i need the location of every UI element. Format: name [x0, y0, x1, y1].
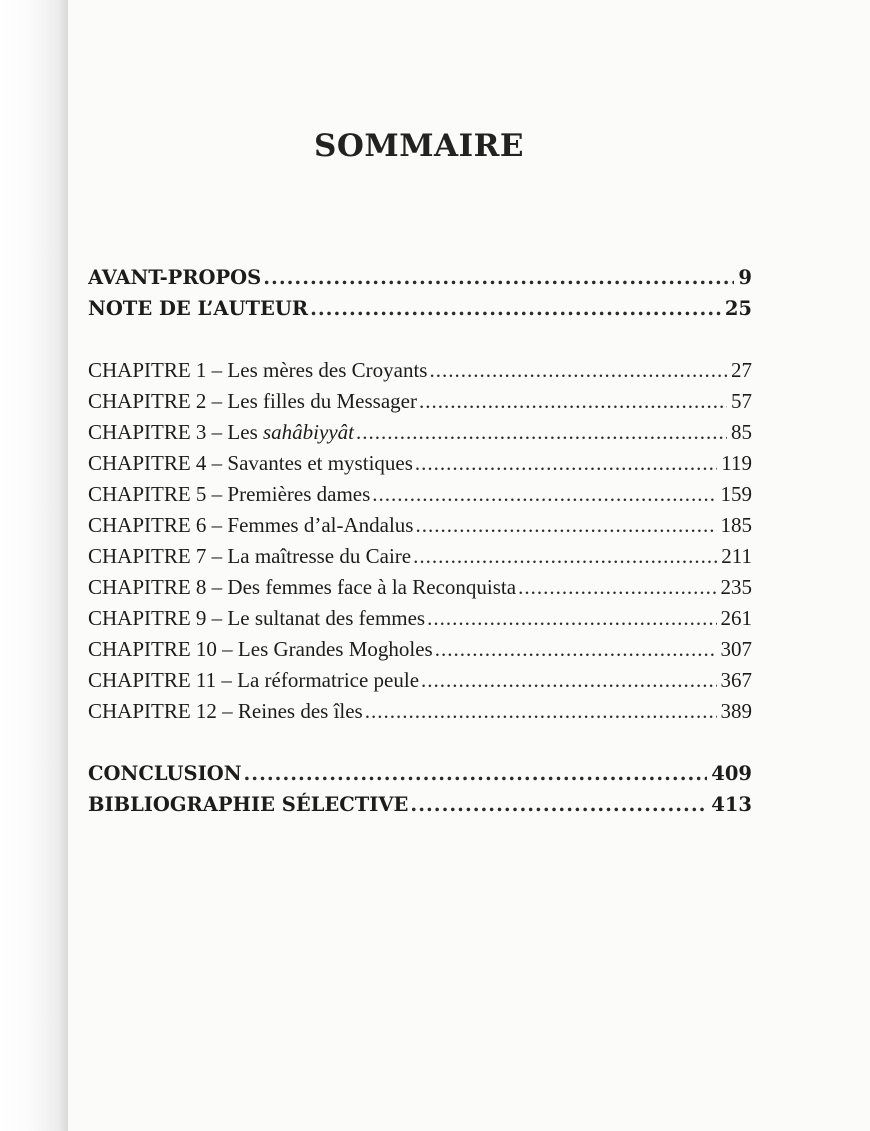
section-spacer [88, 324, 752, 355]
toc-entry-label: CHAPITRE 2 – Les filles du Messager [88, 389, 417, 413]
dot-leader [429, 355, 727, 386]
toc-entry-label: CHAPITRE 5 – Premières dames [88, 482, 371, 506]
section-spacer [88, 727, 752, 758]
toc-entry-page: 307 [720, 637, 752, 661]
toc-entry-page: 409 [711, 762, 752, 785]
toc-entry-page: 85 [731, 420, 752, 444]
dot-leader [356, 417, 727, 448]
dot-leader [518, 572, 716, 603]
toc-entry-label: AVANT-PROPOS [88, 266, 262, 289]
toc-entry-page: 389 [720, 699, 752, 723]
dot-leader [427, 603, 716, 634]
toc-entry-chapter-8 [88, 572, 752, 603]
toc-entry-page: 25 [724, 297, 752, 320]
toc-entry-page: 57 [731, 389, 752, 413]
toc-entry-page: 119 [721, 451, 752, 475]
dot-leader [244, 758, 708, 789]
toc-entry-chapter-12 [88, 696, 752, 727]
toc-entry-page: 185 [720, 513, 752, 537]
toc-entry-chapter-10 [88, 634, 752, 665]
toc-entry-label: CHAPITRE 10 – Les Grandes Mogholes [88, 637, 433, 661]
toc-entry-label: NOTE DE L’AUTEUR [88, 297, 309, 320]
toc-entry-label: CONCLUSION [88, 762, 242, 785]
toc-entry-label: CHAPITRE 8 – Des femmes face à la Reconquista [88, 575, 517, 599]
toc-entry-chapter-7 [88, 541, 752, 572]
toc-entry-page: 235 [720, 575, 752, 599]
toc-entry-label: CHAPITRE 4 – Savantes et mystiques [88, 451, 413, 475]
toc-entry-label: CHAPITRE 12 – Reines des îles [88, 699, 363, 723]
toc-entry-chapter-5 [88, 479, 752, 510]
toc-entry-page: 9 [738, 266, 752, 289]
toc-entry-label: CHAPITRE 9 – Le sultanat des femmes [88, 606, 426, 630]
toc-entry-page: 261 [720, 606, 752, 630]
dot-leader [365, 696, 717, 727]
dot-leader [421, 665, 716, 696]
toc-entry-label-prefix: CHAPITRE 3 – Les [88, 420, 263, 444]
toc-entry-bibliographie [88, 789, 752, 820]
dot-leader [372, 479, 716, 510]
toc-entry-conclusion [88, 758, 752, 789]
toc-entry-label-italic: sahâbiyyât [263, 420, 354, 444]
toc-entry-label: BIBLIOGRAPHIE SÉLECTIVE [88, 793, 409, 816]
toc-entry-label: CHAPITRE 1 – Les mères des Croyants [88, 358, 428, 382]
toc-entry-chapter-2 [88, 386, 752, 417]
toc-entry-chapter-3 [88, 417, 752, 448]
toc-entry-chapter-1 [88, 355, 752, 386]
dot-leader [415, 510, 716, 541]
toc-entry-label: CHAPITRE 7 – La maîtresse du Caire [88, 544, 412, 568]
toc-entry-page: 27 [731, 358, 752, 382]
toc-entry-chapter-11 [88, 665, 752, 696]
toc-entry-page: 367 [720, 668, 752, 692]
dot-leader [413, 541, 717, 572]
toc-entry-label: CHAPITRE 11 – La réformatrice peule [88, 668, 420, 692]
toc-entry-page: 211 [721, 544, 752, 568]
toc-entry-chapter-4 [88, 448, 752, 479]
table-of-contents [88, 262, 752, 820]
dot-leader [419, 386, 727, 417]
toc-entry-avant-propos [88, 262, 752, 293]
toc-entry-page: 159 [720, 482, 752, 506]
toc-entry-chapter-9 [88, 603, 752, 634]
page-gutter-shadow [0, 0, 68, 1131]
toc-entry-note-auteur [88, 293, 752, 324]
dot-leader [435, 634, 717, 665]
dot-leader [410, 789, 707, 820]
toc-entry-page: 413 [711, 793, 752, 816]
toc-entry-chapter-6 [88, 510, 752, 541]
toc-entry-label: CHAPITRE 6 – Femmes d’al-Andalus [88, 513, 414, 537]
dot-leader [310, 293, 721, 324]
dot-leader [263, 262, 734, 293]
page-title: SOMMAIRE [314, 128, 524, 164]
dot-leader [415, 448, 717, 479]
toc-entry-label [88, 417, 354, 448]
